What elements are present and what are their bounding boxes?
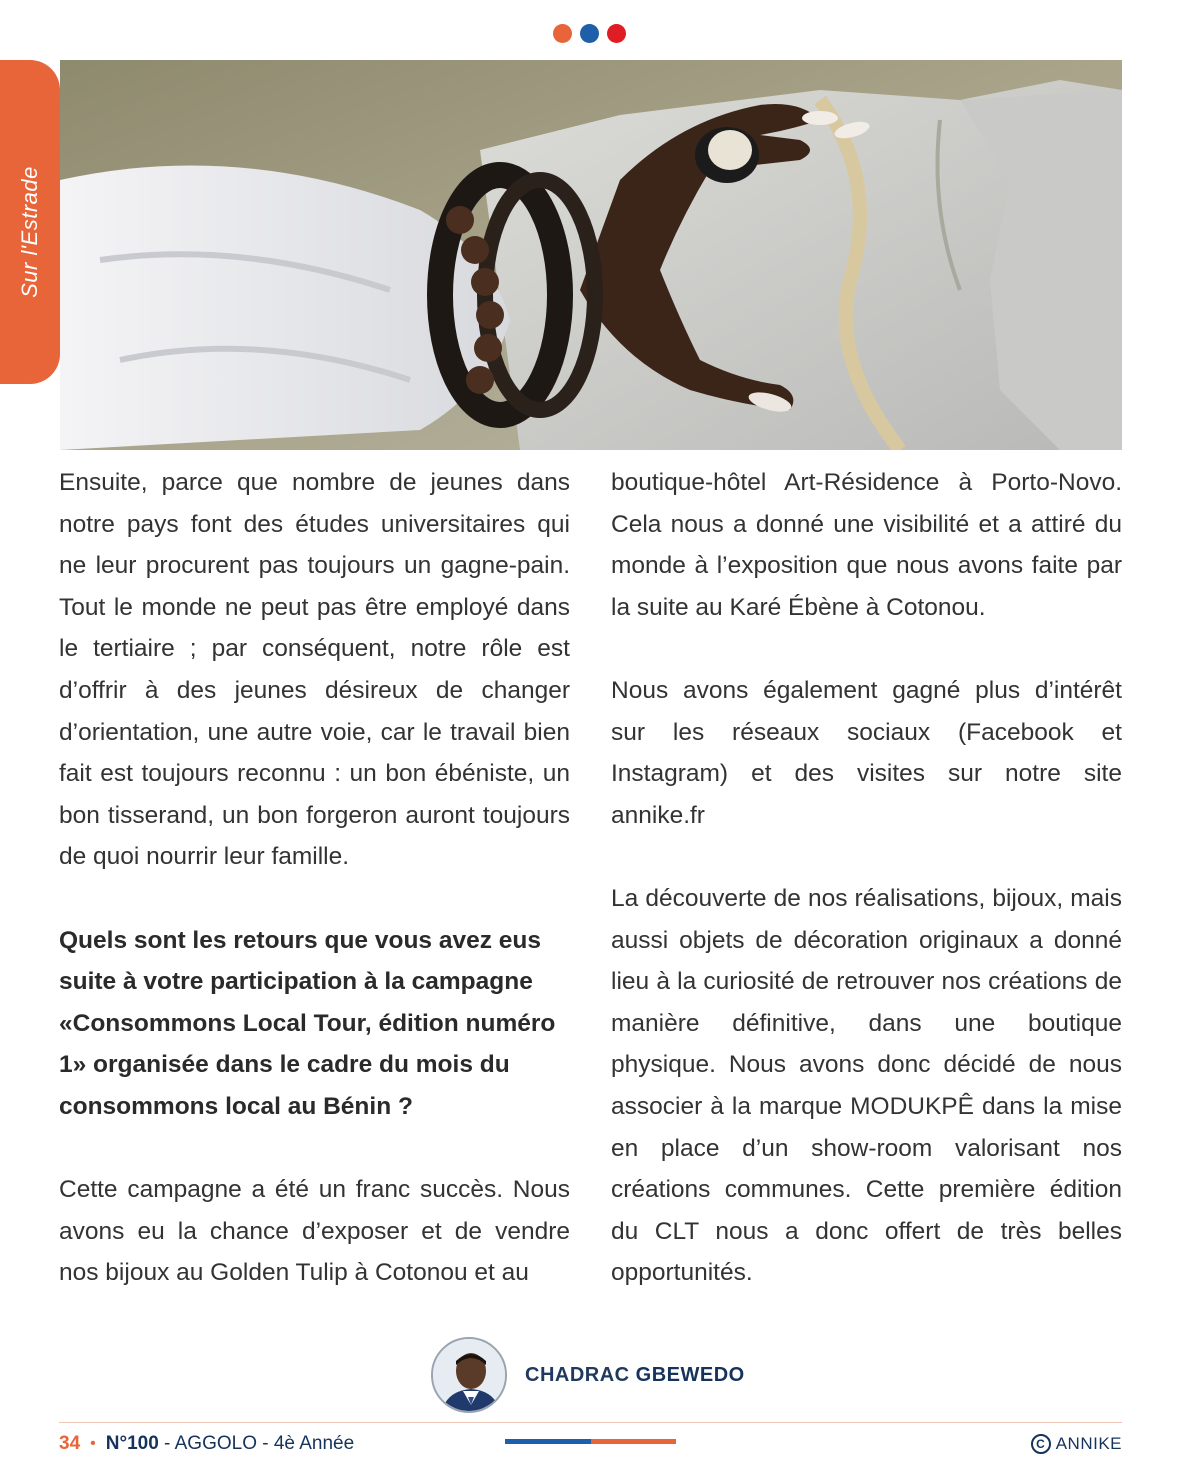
footer-bullet: • [90,1435,96,1452]
orange-dot [553,24,572,43]
issue-number: N°100 [105,1433,159,1454]
page-footer [59,1430,1122,1458]
author-name [525,1364,745,1387]
author-credit [431,1337,745,1413]
red-dot [607,24,626,43]
photo-hand-bracelets-icon [60,60,1122,450]
author-last-name: GBEWEDO [635,1363,745,1386]
section-label: Sur l'Estrade [17,166,42,298]
copyright-icon: C [1031,1434,1051,1454]
paragraph: Nous avons également gagné plus d’intérêt sur les réseaux sociaux (Facebook et Instagram) et des visites sur notre site annike.fr [611,676,1122,829]
article-column-left [59,462,570,1335]
avatar [431,1337,507,1413]
brand-mark [1031,1430,1122,1458]
blue-dot [580,24,599,43]
author-first-name: CHADRAC [525,1363,630,1386]
brand-name: ANNIKE [1055,1434,1122,1453]
footer-divider [59,1422,1122,1423]
page-number: 34 [59,1433,81,1454]
article-column-right [611,462,1122,1335]
paragraph: boutique-hôtel Art-Résidence à Porto-Novo. Cela nous a donné une visibilité et a attiré du monde à l’exposition que nous avons faite par la suite au Karé Ébène à Cotonou. [611,469,1122,621]
article-photo [60,60,1122,450]
header-dots [553,24,626,43]
author-portrait-icon [433,1339,507,1413]
paragraph: La découverte de nos réalisations, bijoux, mais aussi objets de décoration originaux a donné lieu à la curiosité de retrouver nos créations de manière définitive, dans une boutique physique. Nous avons donc décidé de nous associer à la marque MODUKPÊ dans la mise en place d’un show-room valorisant nos créations communes. Cette première édition du CLT nous a donc offert de très belles opportunités. [611,884,1122,1287]
paragraph: Ensuite, parce que nombre de jeunes dans notre pays font des études universitaires qui ne leur procurent pas toujours un gagne-pain. Tout le monde ne peut pas être employé dans le tertiaire ; par conséquent, notre rôle est d’offrir à des jeunes désireux de changer d’orientation, une autre voie, car le travail bien fait est toujours reconnu : un bon ébéniste, un bon tisserand, un bon forgeron auront toujours de quoi nourrir leur famille. [59,469,570,871]
interview-question: Quels sont les retours que vous avez eus suite à votre participation à la campagne «Consommons Local Tour, édition numéro 1» organisée dans le cadre du mois du consommons local au Bénin ? [59,926,556,1120]
publication-info: - AGGOLO - 4è Année [158,1433,355,1454]
paragraph: Cette campagne a été un franc succès. Nous avons eu la chance d’exposer et de vendre nos bijoux au Golden Tulip à Cotonou et au [59,1176,570,1287]
